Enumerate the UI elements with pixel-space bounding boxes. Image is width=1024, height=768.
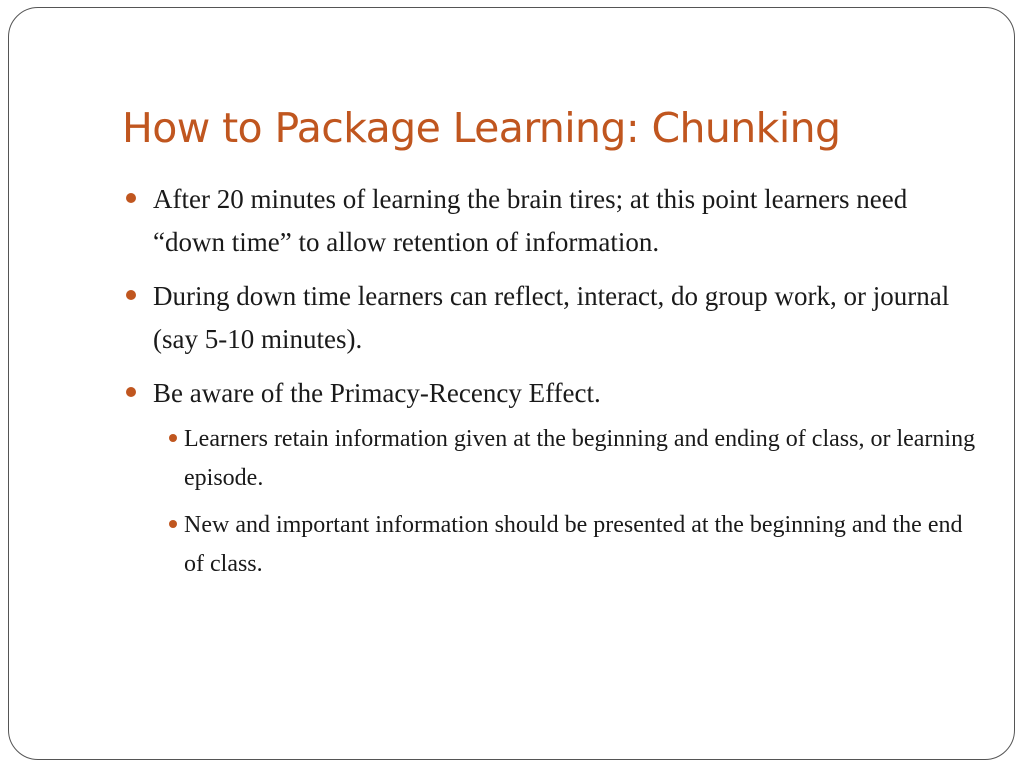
bullet-dot-icon (169, 434, 177, 442)
slide-frame (8, 7, 1015, 760)
sub-bullet-text: Learners retain information given at the beginning and ending of class, or learning episode. (184, 426, 976, 491)
sub-bullet-item (124, 420, 984, 498)
bullet-dot-icon (126, 193, 136, 203)
bullet-dot-icon (126, 290, 136, 300)
bullet-dot-icon (169, 520, 177, 528)
sub-bullet-item (124, 506, 984, 584)
bullet-item (124, 178, 984, 264)
bullet-list (124, 178, 984, 592)
bullet-text: After 20 minutes of learning the brain tires; at this point learners need “down time” to allow retention of information. (153, 184, 908, 257)
bullet-text: Be aware of the Primacy-Recency Effect. (153, 378, 601, 408)
sub-bullet-text: New and important information should be presented at the beginning and the end of class. (184, 512, 963, 577)
slide-title: How to Package Learning: Chunking (122, 104, 841, 152)
bullet-item (124, 372, 984, 415)
bullet-dot-icon (126, 387, 136, 397)
bullet-item (124, 275, 984, 361)
bullet-text: During down time learners can reflect, interact, do group work, or journal (say 5-10 minutes). (153, 281, 950, 354)
